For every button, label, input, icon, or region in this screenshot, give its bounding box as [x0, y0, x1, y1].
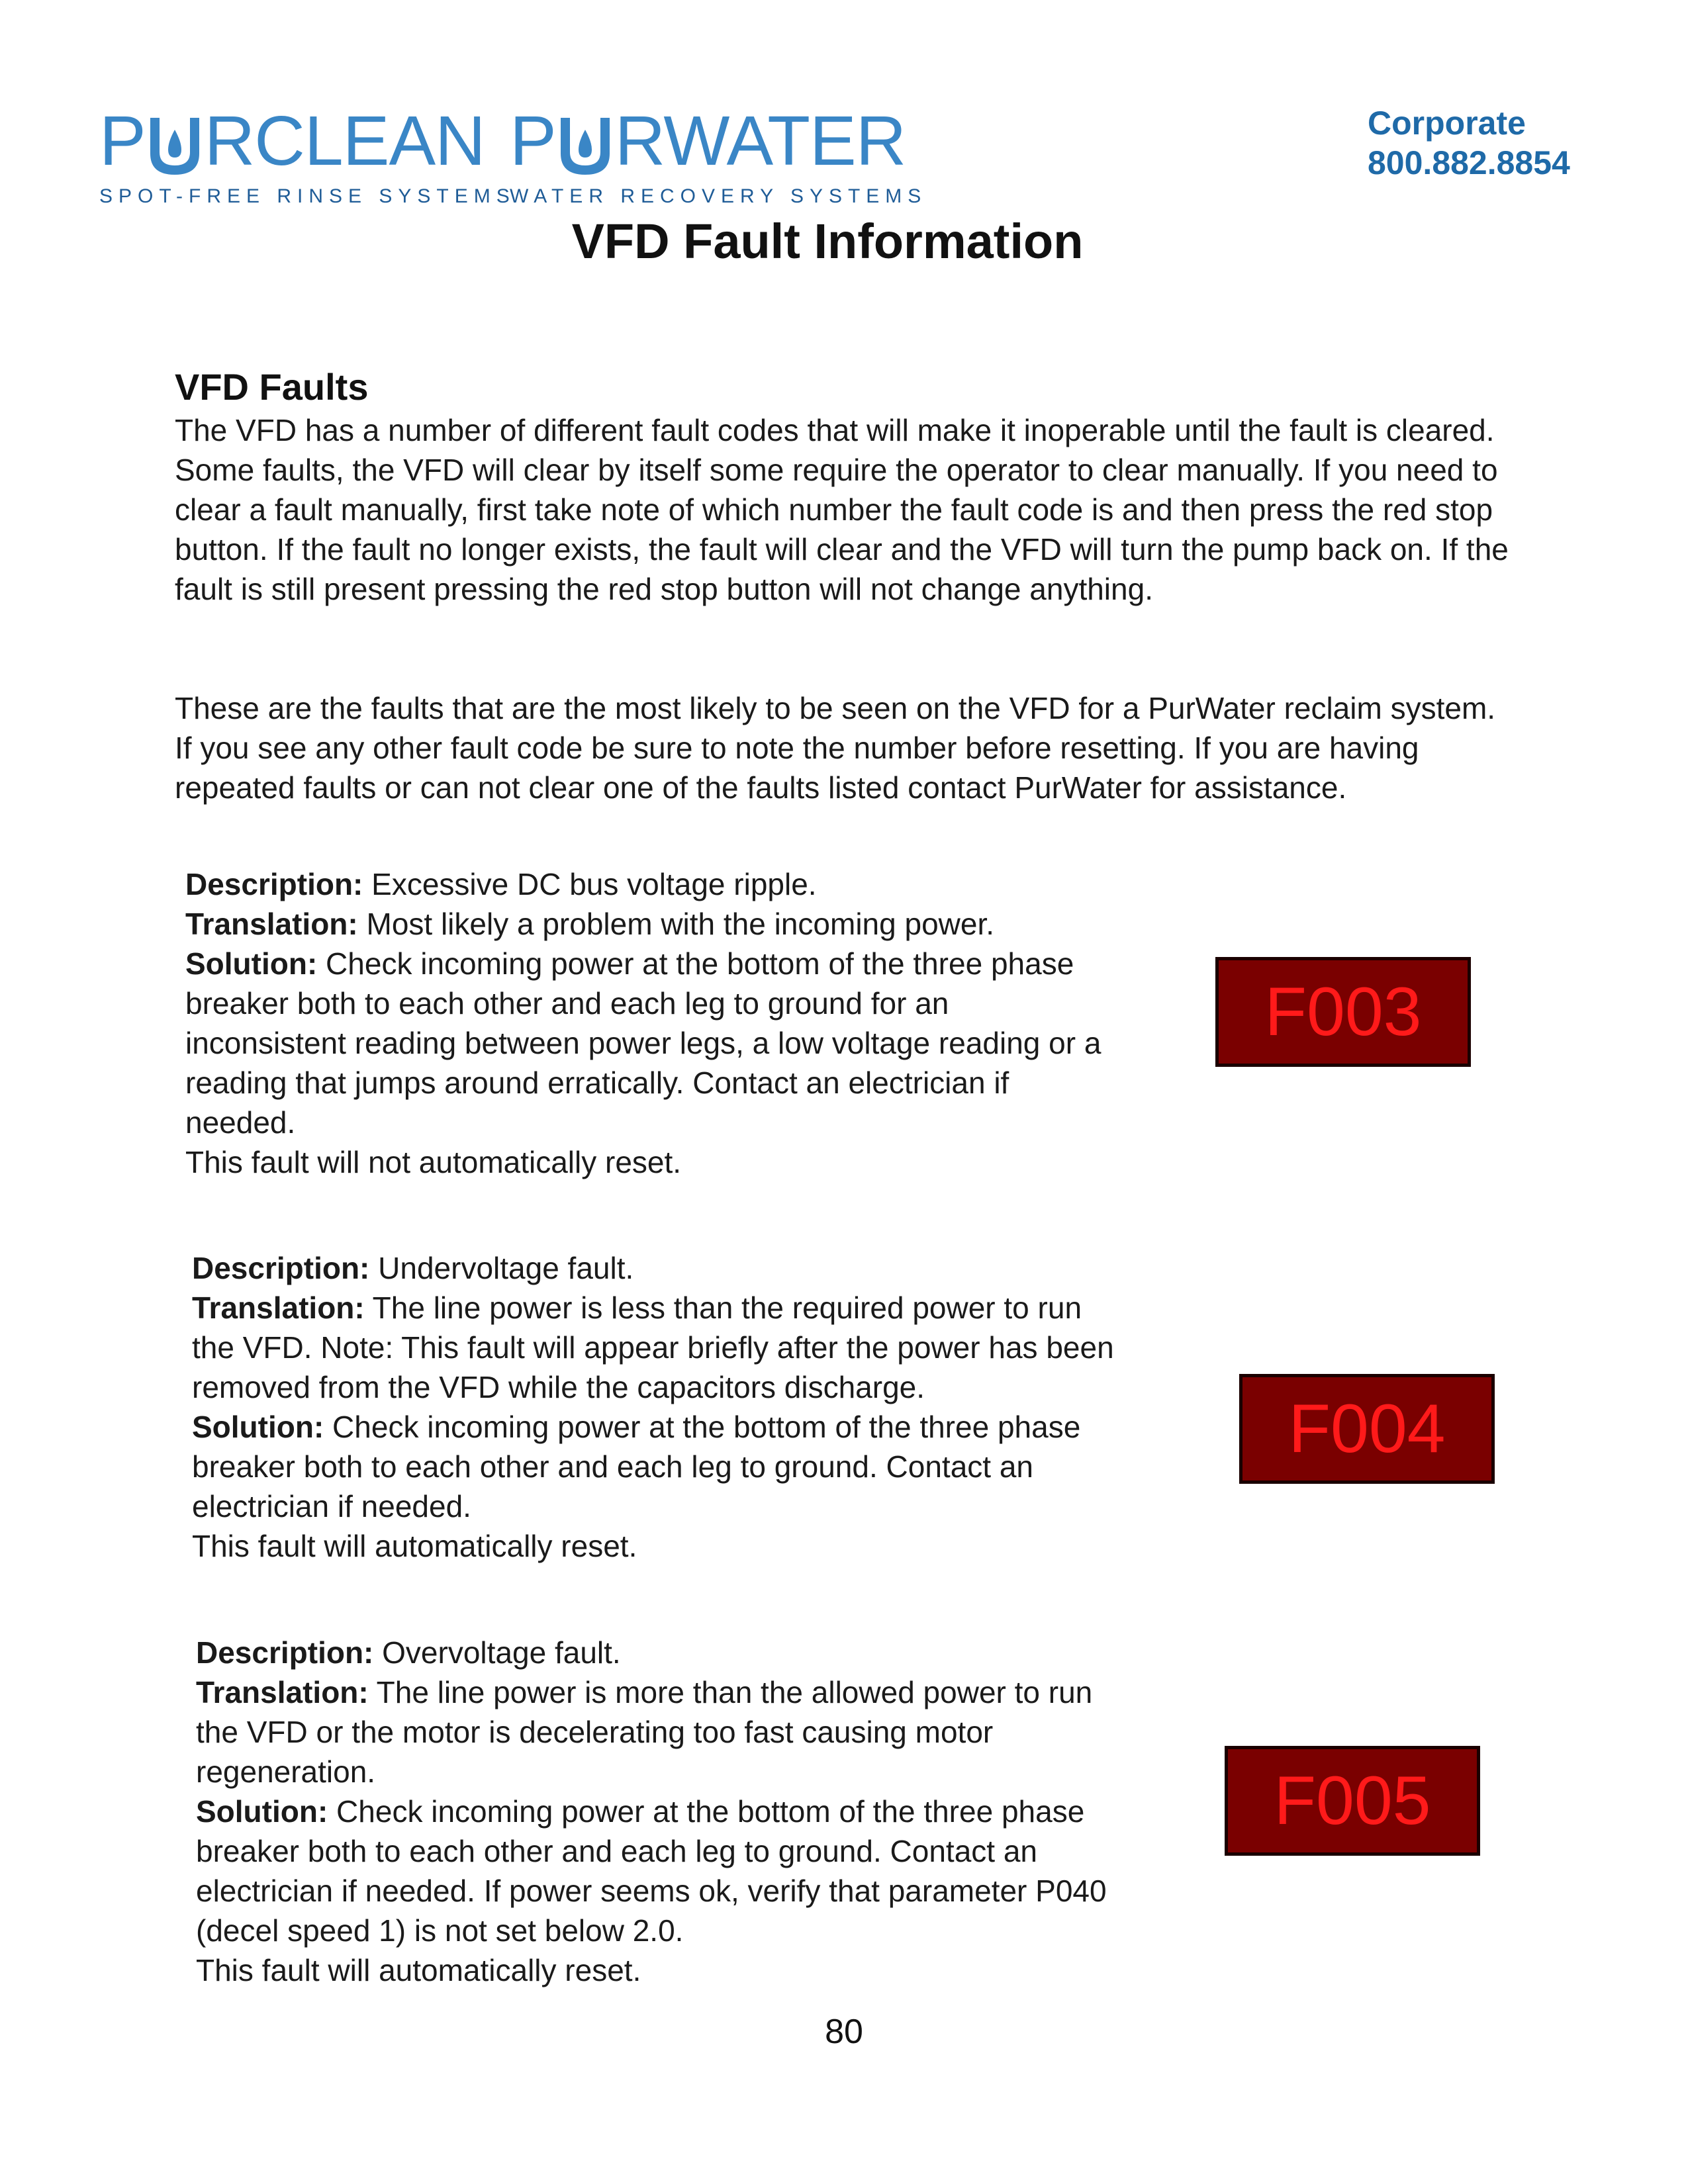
fault-translation — [185, 904, 1112, 944]
water-drop-u-icon — [557, 115, 614, 176]
description-text: Undervoltage fault. — [369, 1251, 634, 1285]
water-drop-u-icon — [146, 115, 203, 176]
solution-text: Check incoming power at the bottom of the three phase breaker both to each other and each leg to ground. Contact an electrician if needed. — [192, 1410, 1081, 1524]
fault-translation — [196, 1672, 1123, 1792]
logo-tagline: WATER RECOVERY SYSTEMS — [510, 185, 927, 207]
logo-letter-p: P — [99, 102, 145, 180]
fault-code-display-f005: F005 — [1225, 1746, 1480, 1856]
logo-word-suffix: RWATER — [614, 102, 906, 180]
fault-description — [196, 1633, 1123, 1672]
solution-text: Check incoming power at the bottom of the three phase breaker both to each other and each leg to ground. Contact an electrician if needed. If power seems ok, verify that parameter P040 (decel speed 1) is not set below 2.0. — [196, 1794, 1107, 1948]
description-text: Overvoltage fault. — [373, 1635, 621, 1670]
logo-letter-p: P — [510, 102, 555, 180]
translation-text: The line power is more than the allowed power to run the VFD or the motor is decelerating too fast causing motor regeneration. — [196, 1675, 1093, 1789]
translation-text: Most likely a problem with the incoming power. — [357, 907, 995, 941]
fault-description — [192, 1248, 1119, 1288]
translation-label: Translation: — [196, 1675, 369, 1709]
solution-label: Solution: — [192, 1410, 324, 1444]
fault-description — [185, 864, 1112, 904]
purwater-logo — [510, 102, 927, 208]
fault-reset-note: This fault will automatically reset. — [192, 1529, 637, 1563]
fault-solution — [192, 1407, 1119, 1526]
logo-tagline: SPOT-FREE RINSE SYSTEMS — [99, 185, 516, 207]
logo-word-suffix: RCLEAN — [204, 102, 485, 180]
translation-text: The line power is less than the required power to run the VFD. Note: This fault will appear briefly after the power has been removed from the VFD while the capacitors discharge. — [192, 1291, 1114, 1404]
fault-reset-note: This fault will automatically reset. — [196, 1953, 641, 1987]
intro-paragraph: The VFD has a number of different fault codes that will make it inoperable until the fault is cleared. Some faults, the VFD will clear by itself some require the operator to clear manually. If you need to clear a fault manually, first take note of which number the fault code is and then press the red stop button. If the fault no longer exists, the fault will clear and the VFD will turn the pump back on. If the fault is still present pressing the red stop button will not change anything. — [175, 413, 1509, 606]
fault-entry-f005 — [196, 1633, 1123, 1990]
fault-solution — [196, 1792, 1123, 1950]
faults-overview-paragraph: These are the faults that are the most likely to be seen on the VFD for a PurWater reclaim system. If you see any other fault code be sure to note the number before resetting. If you are having repeated faults or can not clear one of the faults listed contact PurWater for assistance. — [175, 691, 1496, 805]
corporate-phone: 800.882.8854 — [1368, 144, 1570, 181]
solution-text: Check incoming power at the bottom of the three phase breaker both to each other and each leg to ground for an inconsistent reading between power legs, a low voltage reading or a reading that jumps around erratically. Contact an electrician if needed. — [185, 946, 1102, 1140]
translation-label: Translation: — [185, 907, 358, 941]
page-title: VFD Fault Information — [571, 214, 1084, 269]
description-label: Description: — [196, 1635, 374, 1670]
fault-translation — [192, 1288, 1119, 1407]
section-heading: VFD Faults — [175, 366, 369, 408]
description-text: Excessive DC bus voltage ripple. — [363, 867, 817, 901]
fault-solution — [185, 944, 1112, 1142]
description-label: Description: — [192, 1251, 370, 1285]
fault-entry-f003 — [185, 864, 1112, 1182]
solution-label: Solution: — [196, 1794, 328, 1829]
corporate-contact — [1368, 103, 1570, 183]
fault-entry-f004 — [192, 1248, 1119, 1566]
translation-label: Translation: — [192, 1291, 365, 1325]
purclean-logo — [99, 102, 516, 208]
fault-code-display-f003: F003 — [1215, 957, 1471, 1067]
fault-reset-note: This fault will not automatically reset. — [185, 1145, 682, 1179]
solution-label: Solution: — [185, 946, 318, 981]
description-label: Description: — [185, 867, 363, 901]
fault-code-display-f004: F004 — [1239, 1374, 1495, 1484]
page-number: 80 — [825, 2013, 863, 2051]
corporate-label: Corporate — [1368, 105, 1526, 142]
